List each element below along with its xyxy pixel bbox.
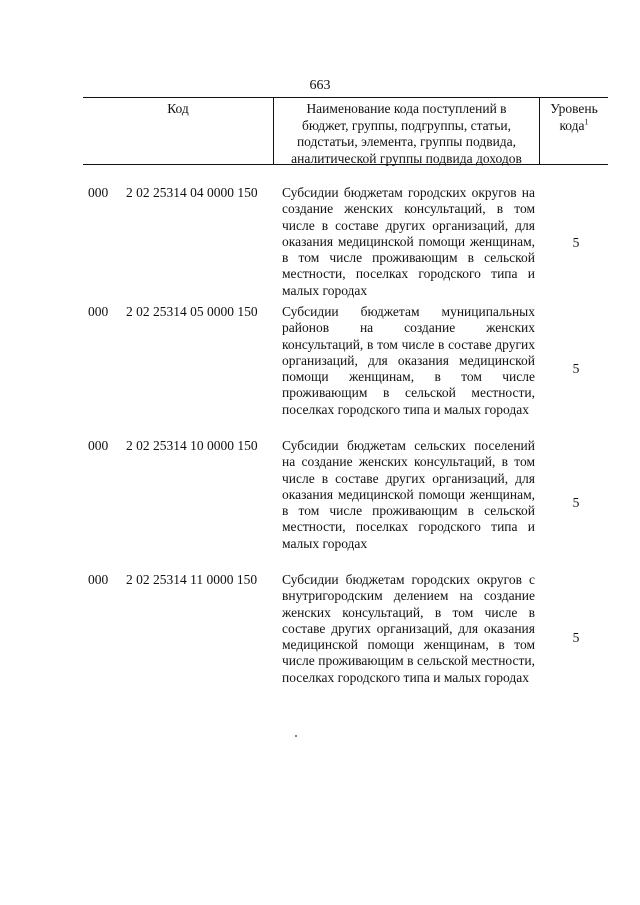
header-level: [540, 98, 608, 164]
code-level: 5: [572, 235, 580, 250]
header-name-line: подстатьи, элемента, группы подвида,: [296, 134, 517, 149]
table-row: [88, 572, 608, 707]
table-header: [83, 97, 608, 165]
page-number: 663: [309, 78, 331, 93]
code-level: 5: [572, 630, 580, 645]
table-row: [88, 438, 608, 573]
income-name: Субсидии бюджетам городских округов с внутригородским делением на создание женских консультаций, в том числе в составе других организаций, для оказания медицинской помощи женщинам, в том числе проживающим в сельской местности, поселках городского типа и малых городах: [282, 572, 535, 685]
income-code: 2 02 25314 04 0000 150: [126, 185, 258, 200]
header-name-line: аналитической группы подвида доходов: [291, 150, 522, 166]
admin-code: 000: [88, 185, 109, 200]
table-row: [88, 185, 608, 305]
income-code: 2 02 25314 11 0000 150: [126, 572, 258, 587]
income-name: Субсидии бюджетам сельских поселений на создание женских консультаций, в том числе в составе других организаций, для оказания медицинской помощи женщинам, в том числе проживающим в сельской местности, поселках городского типа и малых городах: [282, 438, 535, 551]
header-name-line: бюджет, группы, подгруппы, статьи,: [302, 117, 511, 133]
code-level: 5: [572, 495, 580, 510]
income-name: Субсидии бюджетам городских округов на создание женских консультаций, в том числе в составе других организаций, для оказания медицинской помощи женщинам, в том числе проживающим в сельской местности, поселках городского типа и малых городах: [282, 185, 535, 298]
header-code: Код: [83, 98, 274, 164]
header-level-line: [540, 118, 608, 135]
admin-code: 000: [88, 572, 109, 587]
header-level-line: Уровень: [550, 101, 598, 116]
admin-code: 000: [88, 304, 109, 319]
income-code: 2 02 25314 05 0000 150: [126, 304, 258, 319]
income-name: Субсидии бюджетам муниципальных районов на создание женских консультаций, в том числе в составе других организаций, для оказания медицинской помощи женщинам, в том числе проживающим в сельской местности, поселках городского типа и малых городах: [282, 304, 535, 417]
code-level: 5: [572, 361, 580, 376]
header-level-text: кода: [559, 117, 585, 133]
header-name-line: Наименование кода поступлений в: [306, 101, 507, 116]
table-row: [88, 304, 608, 439]
income-code: 2 02 25314 10 0000 150: [126, 438, 258, 453]
scan-speck: [295, 735, 297, 737]
footnote-marker: 1: [584, 117, 589, 126]
header-name: [274, 98, 540, 164]
admin-code: 000: [88, 438, 109, 453]
